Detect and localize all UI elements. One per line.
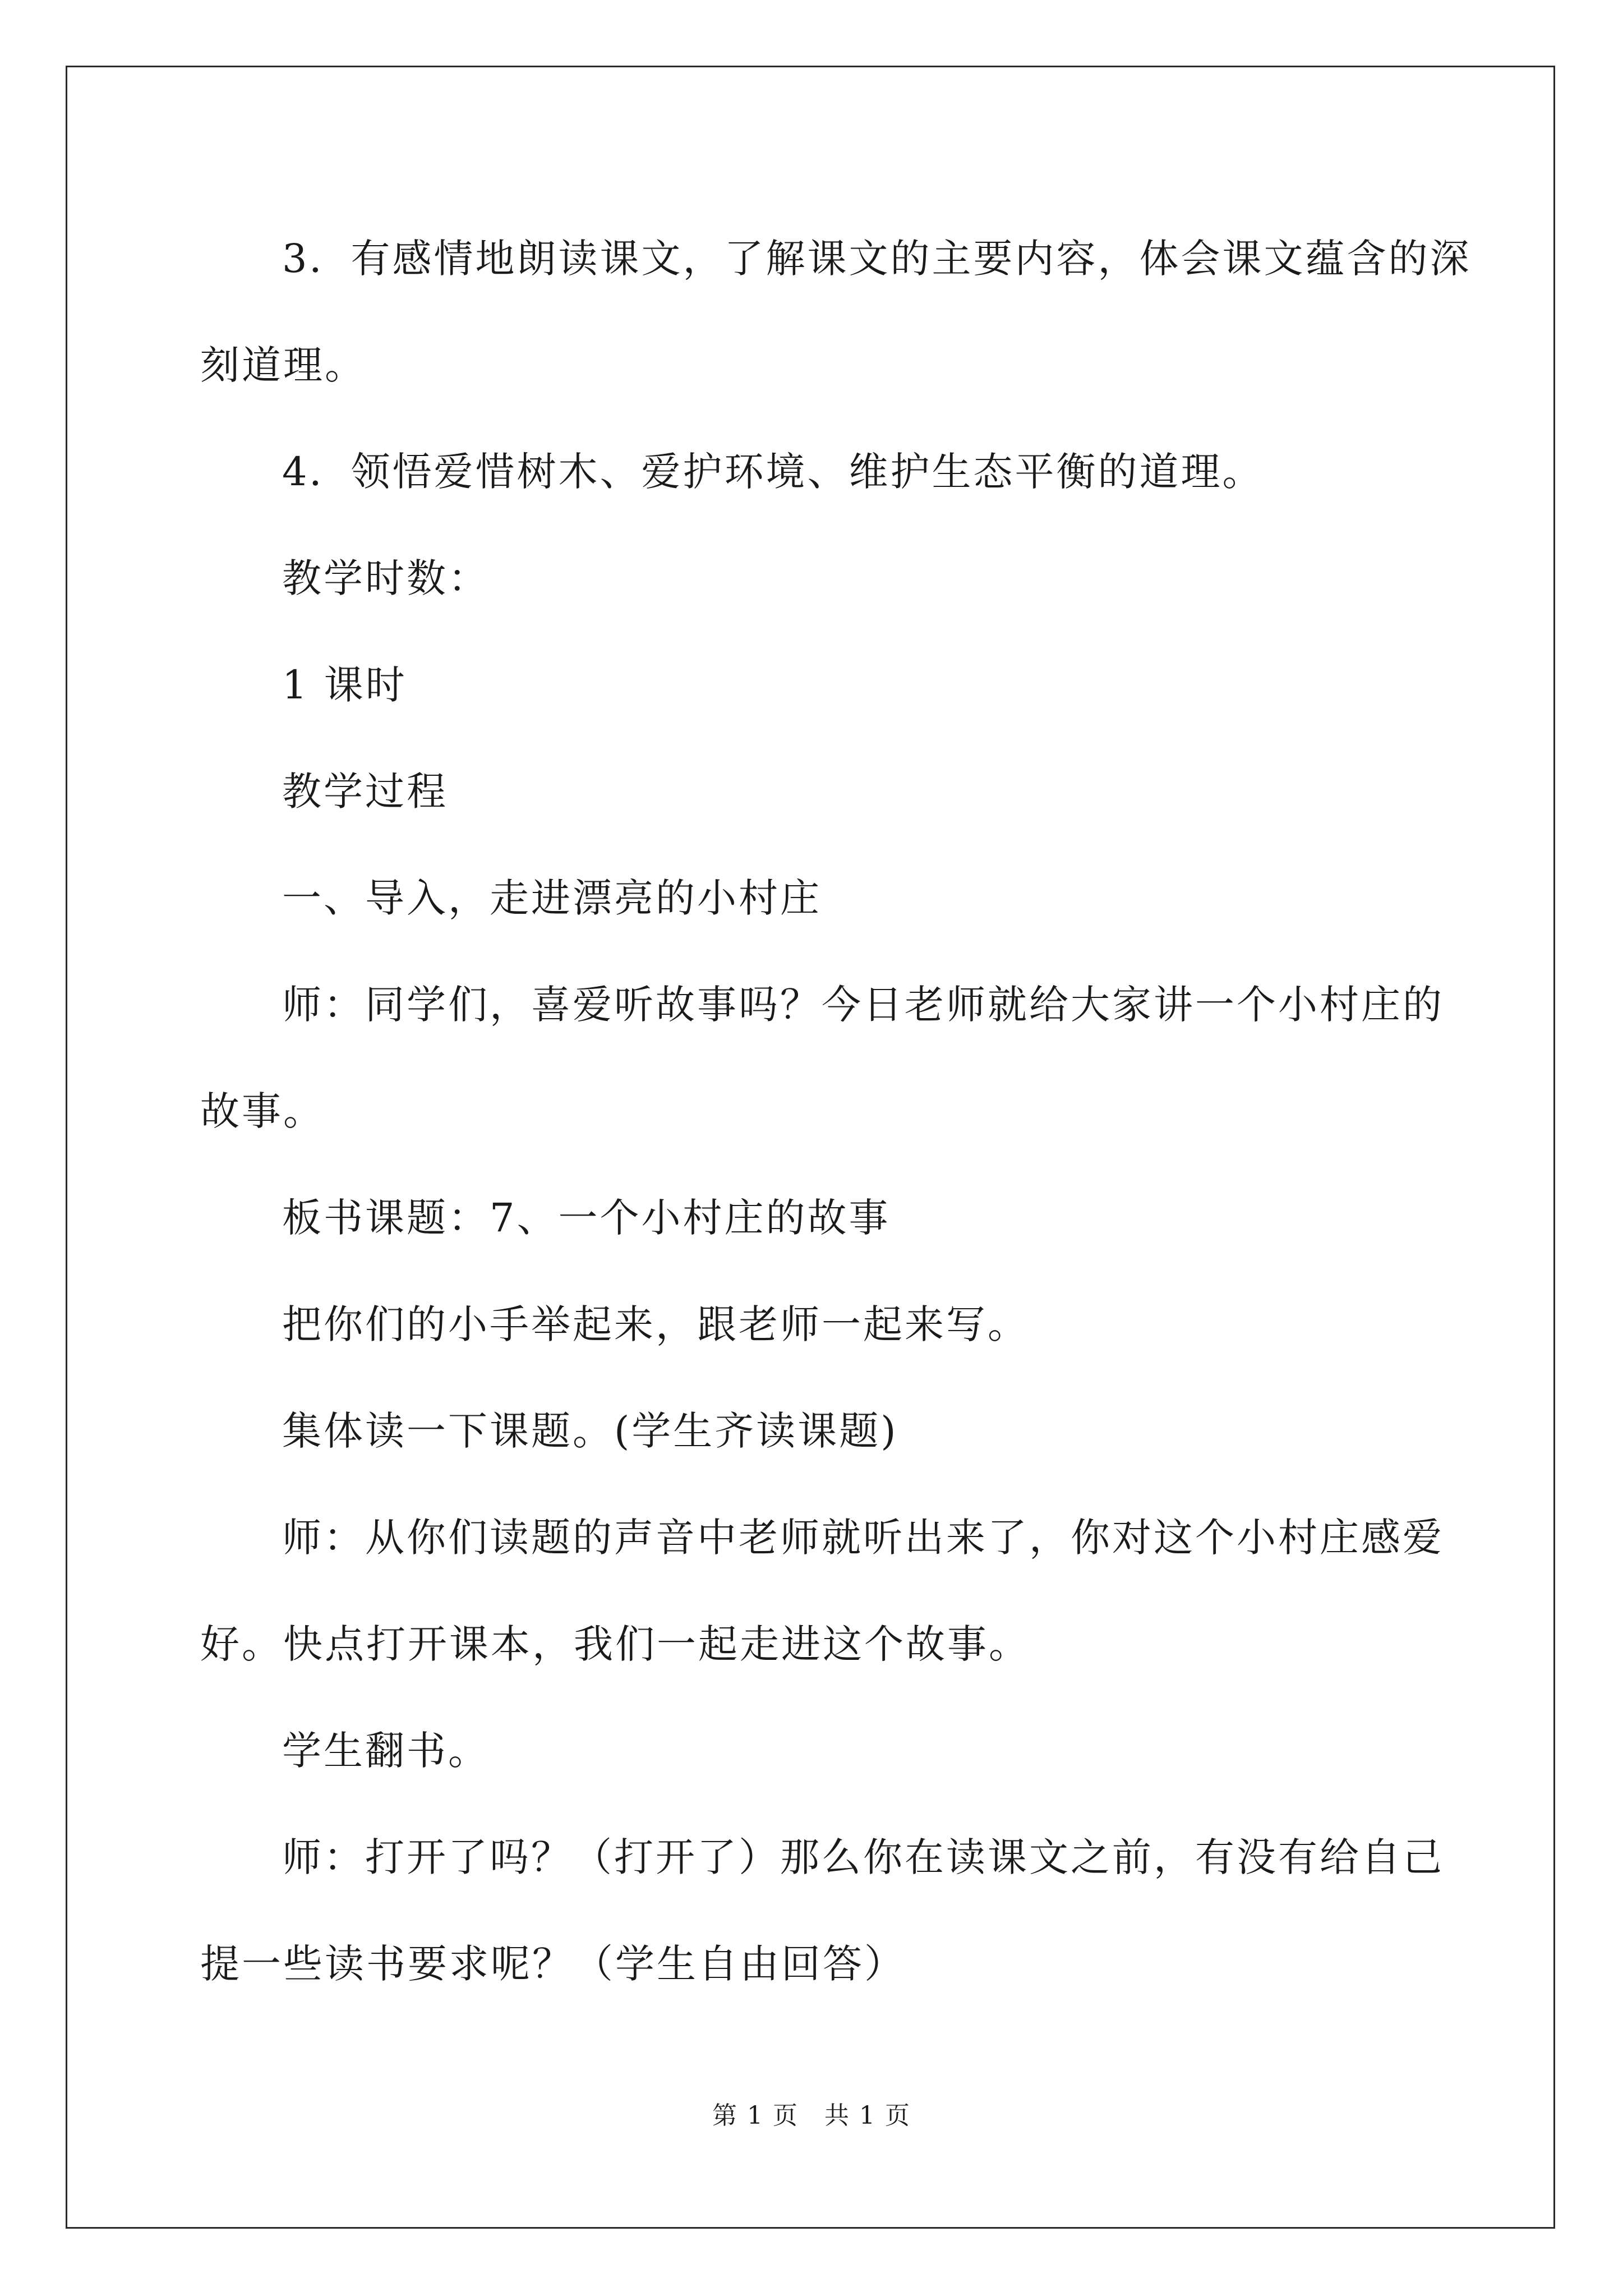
paragraph-4: 4．领悟爱惜树木、爱护环境、维护生态平衡的道理。 [282,449,1264,495]
teacher-question-line-2: 提一些读书要求呢？（学生自由回答） [200,1941,906,1987]
teaching-process-heading: 教学过程 [282,769,448,815]
teacher-voice-line-1: 师：从你们读题的声音中老师就听出来了，你对这个小村庄感爱 [282,1515,1444,1561]
teacher-voice-line-2: 好。快点打开课本，我们一起走进这个故事。 [200,1621,1030,1667]
students-open-books: 学生翻书。 [282,1728,490,1774]
page-footer: 第 1 页 共 1 页 [712,2101,911,2130]
raise-hands: 把你们的小手举起来，跟老师一起来写。 [282,1301,1029,1347]
teacher-question-line-1: 师：打开了吗？（打开了）那么你在读课文之前，有没有给自己 [282,1834,1444,1880]
teacher-intro-line-2: 故事。 [200,1088,325,1134]
paragraph-3-line-2: 刻道理。 [200,342,366,388]
board-title: 板书课题：7、一个小村庄的故事 [282,1195,891,1241]
teaching-hours-value: 1 课时 [282,662,407,708]
teacher-intro-line-1: 师：同学们，喜爱听故事吗？今日老师就给大家讲一个小村庄的 [282,982,1444,1028]
paragraph-3-line-1: 3．有感情地朗读课文，了解课文的主要内容，体会课文蕴含的深 [282,236,1472,282]
read-title: 集体读一下课题。(学生齐读课题) [282,1408,898,1454]
teaching-hours-heading: 教学时数： [282,555,490,601]
section-one-heading: 一、导入，走进漂亮的小村庄 [282,875,822,921]
